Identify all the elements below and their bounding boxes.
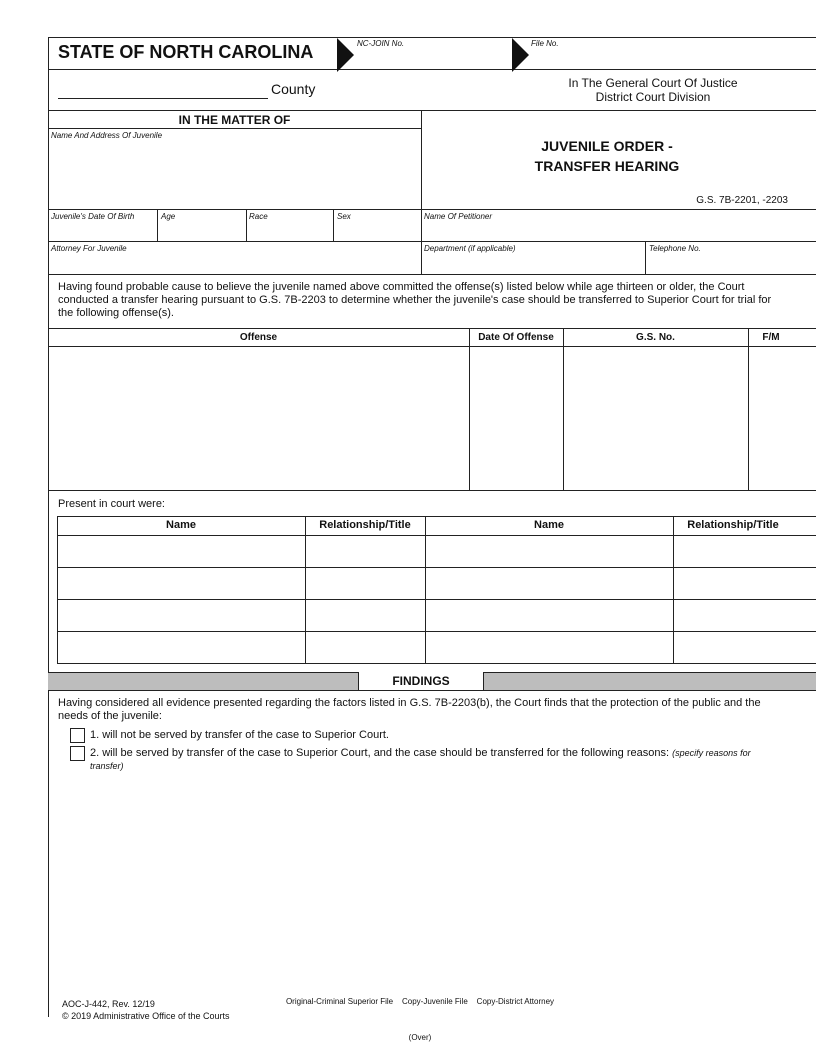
matter-title-line	[48, 128, 421, 129]
file-no-arrow-icon	[512, 38, 529, 72]
present-row-line-2	[57, 599, 816, 600]
option-1-checkbox[interactable]	[70, 728, 85, 743]
findings-title: FINDINGS	[358, 672, 484, 690]
name-address-field[interactable]	[50, 142, 418, 206]
info-row-mid	[48, 241, 816, 242]
present-name-header-1: Name	[166, 519, 196, 531]
form-title-line-1: JUVENILE ORDER -	[541, 138, 673, 154]
present-left-border	[57, 516, 58, 663]
present-table-bottom	[57, 663, 816, 664]
department-label: Department (if applicable)	[424, 244, 516, 253]
gs-no-field[interactable]	[565, 348, 747, 488]
option-2-text	[90, 747, 784, 773]
offense-header: Offense	[239, 332, 278, 343]
offense-col-divider-3	[748, 328, 749, 490]
option-2-hint: (specify reasons for transfer)	[90, 748, 751, 771]
over-note: (Over)	[408, 1033, 432, 1042]
race-label: Race	[249, 212, 268, 221]
race-divider	[333, 209, 334, 241]
date-of-offense-header: Date Of Offense	[478, 332, 554, 343]
matter-title: IN THE MATTER OF	[178, 113, 291, 127]
option-1-text: 1. will not be served by transfer of the case to Superior Court.	[90, 729, 389, 741]
dob-label: Juvenile's Date Of Birth	[51, 212, 135, 221]
present-col-divider-2	[425, 516, 426, 663]
form-number: AOC-J-442, Rev. 12/19	[62, 999, 155, 1009]
present-relationship-header-2: Relationship/Title	[687, 519, 779, 531]
offense-field[interactable]	[50, 348, 468, 488]
fm-field[interactable]	[750, 348, 794, 488]
findings-bar-bottom	[48, 690, 816, 691]
age-divider	[246, 209, 247, 241]
court-division	[530, 76, 776, 104]
present-table-top	[57, 516, 816, 517]
present-row-line-3	[57, 631, 816, 632]
present-col-divider-3	[673, 516, 674, 663]
county-blank[interactable]	[58, 98, 268, 99]
footer-distribution	[200, 972, 640, 1056]
present-label: Present in court were:	[58, 498, 165, 510]
intro-paragraph: Having found probable cause to believe the juvenile named above committed the offense(s) listed below while age thirteen or older, the Court conducted a transfer hearing pursuant to G.S. 7B-2203 to determine whether the juvenile's case should be transferred to Superior Court for trial for the following offense(s).	[58, 281, 772, 319]
copyright: © 2019 Administrative Office of the Courts	[62, 1011, 230, 1021]
court-line-2: District Court Division	[595, 90, 711, 104]
present-col-divider-1	[305, 516, 306, 663]
distribution-line: Original-Criminal Superior File Copy-Juvenile File Copy-District Attorney	[285, 997, 555, 1006]
fm-header: F/M	[762, 332, 780, 343]
dob-divider	[157, 209, 158, 241]
findings-paragraph: Having considered all evidence presented regarding the factors listed in G.S. 7B-2203(b), the Court finds that the protection of the public and the needs of the juvenile:	[58, 697, 761, 722]
gs-no-header: G.S. No.	[636, 332, 675, 343]
present-name-header-2: Name	[534, 519, 564, 531]
matter-divider	[421, 110, 422, 274]
department-divider	[645, 241, 646, 274]
option-2-checkbox[interactable]	[70, 746, 85, 761]
sex-label: Sex	[337, 212, 351, 221]
header-divider	[48, 69, 816, 70]
petitioner-label: Name Of Petitioner	[424, 212, 493, 221]
county-label: County	[271, 81, 316, 97]
offense-table-bottom	[48, 490, 816, 491]
info-row-bottom	[48, 274, 816, 275]
attorney-label: Attorney For Juvenile	[51, 244, 127, 253]
transfer-reasons-field[interactable]	[92, 778, 792, 958]
present-row-line-1	[57, 567, 816, 568]
info-row-top	[48, 209, 816, 210]
present-relationship-header-1: Relationship/Title	[319, 519, 411, 531]
age-label: Age	[161, 212, 176, 221]
form-title-line-2: TRANSFER HEARING	[534, 158, 680, 174]
header-bottom-line	[48, 110, 816, 111]
top-border	[48, 37, 816, 38]
name-address-label: Name And Address Of Juvenile	[51, 131, 163, 140]
offense-table-top	[48, 328, 816, 329]
offense-col-divider-2	[563, 328, 564, 490]
date-of-offense-field[interactable]	[471, 348, 562, 488]
offense-header-bottom	[48, 346, 816, 347]
telephone-label: Telephone No.	[649, 244, 701, 253]
statute-reference: G.S. 7B-2201, -2203	[696, 195, 788, 206]
form-title	[421, 136, 793, 176]
nc-join-arrow-icon	[337, 38, 354, 72]
court-line-1: In The General Court Of Justice	[568, 76, 738, 90]
offense-col-divider-1	[469, 328, 470, 490]
nc-join-label: NC-JOIN No.	[357, 39, 405, 48]
form-footer	[62, 998, 230, 1022]
file-no-label: File No.	[531, 39, 559, 48]
left-border	[48, 37, 49, 1017]
option-2-label: 2. will be served by transfer of the case to Superior Court, and the case should be transferred for the following reasons:	[90, 747, 670, 759]
present-header-bottom	[57, 535, 816, 536]
state-title: STATE OF NORTH CAROLINA	[58, 42, 314, 62]
